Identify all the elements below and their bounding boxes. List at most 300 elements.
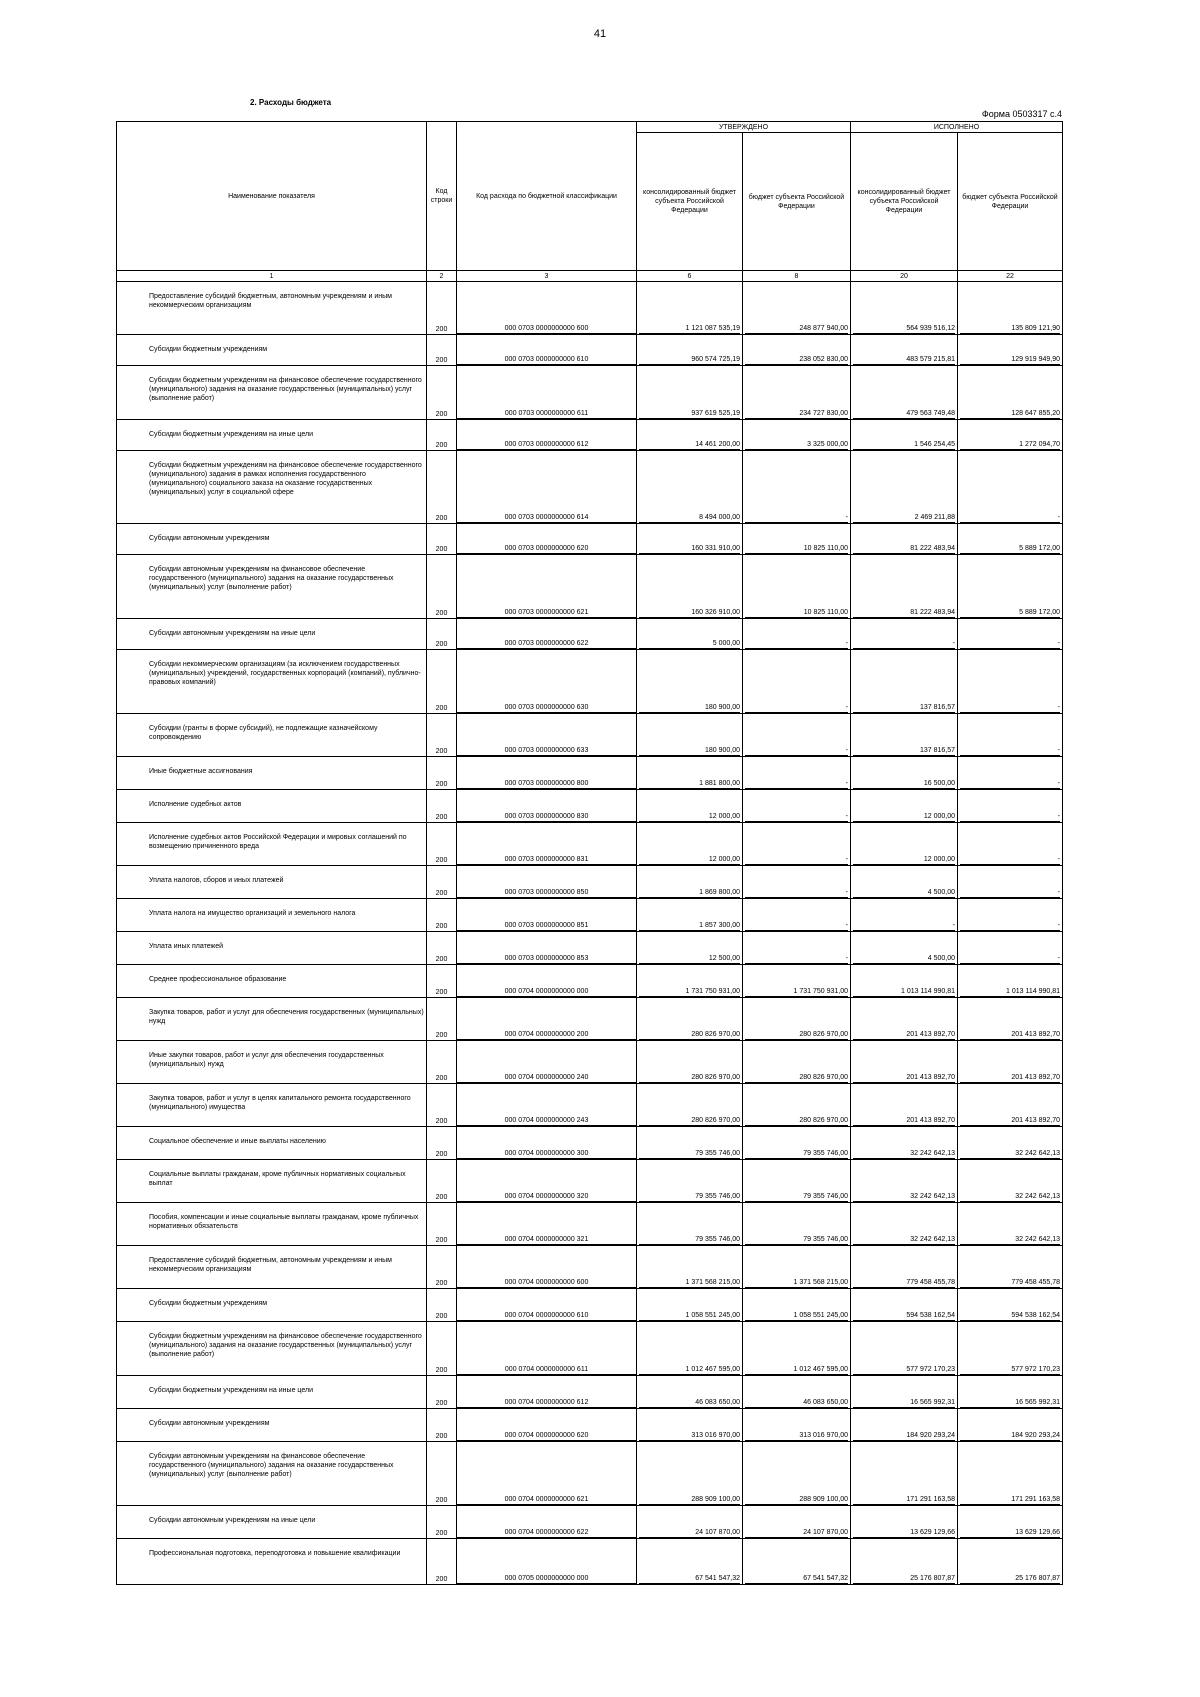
row-budget-code-cell	[457, 1160, 637, 1203]
row-name: Исполнение судебных актов	[117, 790, 427, 823]
row-name: Уплата иных платежей	[117, 932, 427, 965]
row-executed-subject-cell	[958, 866, 1063, 899]
col-number: 3	[457, 271, 637, 282]
row-approved-consolidated: 1 058 551 245,00	[639, 1311, 740, 1321]
row-approved-consolidated: 14 461 200,00	[639, 440, 740, 450]
row-name: Субсидии автономным учреждениям	[117, 1409, 427, 1442]
row-approved-subject-cell	[743, 757, 851, 790]
row-approved-subject-cell	[743, 1376, 851, 1409]
row-executed-consolidated: 32 242 642,13	[853, 1149, 955, 1159]
row-executed-subject-cell	[958, 1084, 1063, 1127]
row-budget-code: 000 0704 0000000000 321	[457, 1235, 636, 1245]
row-line-code: 200	[427, 866, 457, 899]
row-line-code: 200	[427, 335, 457, 366]
col-number: 22	[958, 271, 1063, 282]
row-approved-consolidated: 79 355 746,00	[639, 1235, 740, 1245]
row-budget-code: 000 0703 0000000000 831	[457, 855, 636, 865]
section-title: 2. Расходы бюджета	[250, 98, 332, 107]
row-executed-consolidated: 32 242 642,13	[853, 1192, 955, 1202]
row-budget-code-cell	[457, 714, 637, 757]
row-executed-subject: 1 013 114 990,81	[960, 987, 1060, 997]
row-approved-subject-cell	[743, 965, 851, 998]
row-approved-subject: 1 058 551 245,00	[745, 1311, 848, 1321]
row-executed-subject: -	[960, 779, 1060, 789]
row-approved-subject-cell	[743, 1442, 851, 1506]
row-approved-consolidated: 960 574 725,19	[639, 355, 740, 365]
row-executed-consolidated-cell	[851, 1127, 958, 1160]
row-executed-subject: 5 889 172,00	[960, 544, 1060, 554]
row-approved-subject: 248 877 940,00	[745, 324, 848, 334]
row-name: Субсидии бюджетным учреждениям	[117, 1289, 427, 1322]
row-approved-consolidated-cell	[637, 899, 743, 932]
row-approved-subject: -	[745, 703, 848, 713]
table-row	[117, 1127, 1063, 1160]
row-line-code: 200	[427, 965, 457, 998]
row-approved-subject: -	[745, 746, 848, 756]
table-row	[117, 619, 1063, 650]
row-executed-consolidated-cell	[851, 1041, 958, 1084]
row-approved-subject-cell	[743, 619, 851, 650]
row-budget-code: 000 0704 0000000000 200	[457, 1030, 636, 1040]
row-executed-consolidated: 16 565 992,31	[853, 1398, 955, 1408]
page-number: 41	[593, 28, 607, 40]
row-approved-subject-cell	[743, 1127, 851, 1160]
row-approved-consolidated: 280 826 970,00	[639, 1073, 740, 1083]
row-name: Пособия, компенсации и иные социальные выплаты гражданам, кроме публичных нормативных обязательств	[117, 1203, 427, 1246]
table-row	[117, 1409, 1063, 1442]
row-budget-code: 000 0703 0000000000 600	[457, 324, 636, 334]
row-budget-code: 000 0703 0000000000 830	[457, 812, 636, 822]
row-executed-consolidated-cell	[851, 1322, 958, 1376]
row-approved-subject: 288 909 100,00	[745, 1495, 848, 1505]
row-line-code: 200	[427, 1203, 457, 1246]
table-row	[117, 1539, 1063, 1585]
row-budget-code-cell	[457, 335, 637, 366]
row-executed-consolidated: 1 013 114 990,81	[853, 987, 955, 997]
row-name: Закупка товаров, работ и услуг в целях капитального ремонта государственного (муниципального) имущества	[117, 1084, 427, 1127]
row-approved-subject-cell	[743, 335, 851, 366]
budget-expenses-table	[116, 121, 1063, 1585]
row-name: Субсидии автономным учреждениям	[117, 524, 427, 555]
row-approved-subject-cell	[743, 451, 851, 524]
row-executed-subject: -	[960, 746, 1060, 756]
row-executed-subject-cell	[958, 1322, 1063, 1376]
row-executed-subject-cell	[958, 823, 1063, 866]
row-executed-consolidated-cell	[851, 650, 958, 714]
row-name: Профессиональная подготовка, переподготовка и повышение квалификации	[117, 1539, 427, 1585]
row-approved-subject-cell	[743, 1506, 851, 1539]
row-executed-consolidated: 594 538 162,54	[853, 1311, 955, 1321]
row-line-code: 200	[427, 555, 457, 619]
row-budget-code-cell	[457, 619, 637, 650]
row-approved-consolidated: 12 500,00	[639, 954, 740, 964]
row-executed-subject-cell	[958, 619, 1063, 650]
row-line-code: 200	[427, 714, 457, 757]
row-name: Субсидии бюджетным учреждениям	[117, 335, 427, 366]
row-executed-consolidated-cell	[851, 1289, 958, 1322]
row-approved-subject: 1 371 568 215,00	[745, 1278, 848, 1288]
row-name: Субсидии бюджетным учреждениям на иные цели	[117, 1376, 427, 1409]
row-approved-consolidated-cell	[637, 451, 743, 524]
row-executed-subject-cell	[958, 282, 1063, 335]
group-header-approved: УТВЕРЖДЕНО	[637, 122, 851, 133]
row-executed-subject-cell	[958, 1127, 1063, 1160]
table-row	[117, 555, 1063, 619]
row-budget-code: 000 0704 0000000000 620	[457, 1431, 636, 1441]
row-approved-consolidated: 1 121 087 535,19	[639, 324, 740, 334]
row-name: Социальное обеспечение и иные выплаты населению	[117, 1127, 427, 1160]
row-executed-subject-cell	[958, 899, 1063, 932]
row-approved-consolidated-cell	[637, 1203, 743, 1246]
row-line-code: 200	[427, 1289, 457, 1322]
row-executed-consolidated-cell	[851, 899, 958, 932]
row-executed-consolidated: 4 500,00	[853, 888, 955, 898]
row-line-code: 200	[427, 282, 457, 335]
row-budget-code-cell	[457, 650, 637, 714]
row-approved-subject: -	[745, 855, 848, 865]
row-approved-subject-cell	[743, 1409, 851, 1442]
row-approved-subject: 280 826 970,00	[745, 1073, 848, 1083]
row-approved-subject: -	[745, 888, 848, 898]
col-number: 6	[637, 271, 743, 282]
row-executed-subject-cell	[958, 1246, 1063, 1289]
row-executed-subject: 201 413 892,70	[960, 1116, 1060, 1126]
row-budget-code: 000 0704 0000000000 600	[457, 1278, 636, 1288]
row-approved-consolidated-cell	[637, 1409, 743, 1442]
row-executed-consolidated: 81 222 483,94	[853, 608, 955, 618]
row-line-code: 200	[427, 790, 457, 823]
row-executed-subject: -	[960, 855, 1060, 865]
table-row	[117, 823, 1063, 866]
row-approved-subject-cell	[743, 866, 851, 899]
row-approved-consolidated-cell	[637, 524, 743, 555]
row-line-code: 200	[427, 1376, 457, 1409]
row-line-code: 200	[427, 1539, 457, 1585]
row-executed-subject: -	[960, 639, 1060, 649]
row-executed-consolidated-cell	[851, 866, 958, 899]
row-name: Субсидии бюджетным учреждениям на иные цели	[117, 420, 427, 451]
row-budget-code-cell	[457, 1203, 637, 1246]
row-budget-code: 000 0703 0000000000 620	[457, 544, 636, 554]
row-line-code: 200	[427, 899, 457, 932]
row-budget-code-cell	[457, 899, 637, 932]
row-executed-subject: -	[960, 921, 1060, 931]
row-approved-subject: -	[745, 921, 848, 931]
col-number: 1	[117, 271, 427, 282]
row-budget-code: 000 0703 0000000000 850	[457, 888, 636, 898]
row-approved-subject: 24 107 870,00	[745, 1528, 848, 1538]
row-approved-subject-cell	[743, 899, 851, 932]
row-approved-subject-cell	[743, 1322, 851, 1376]
row-budget-code: 000 0704 0000000000 243	[457, 1116, 636, 1126]
row-approved-subject-cell	[743, 366, 851, 420]
row-executed-subject: 128 647 855,20	[960, 409, 1060, 419]
row-name: Предоставление субсидий бюджетным, автономным учреждениям и иным некоммерческим организациям	[117, 282, 427, 335]
row-budget-code-cell	[457, 823, 637, 866]
row-budget-code: 000 0703 0000000000 800	[457, 779, 636, 789]
row-budget-code: 000 0703 0000000000 622	[457, 639, 636, 649]
row-approved-consolidated: 280 826 970,00	[639, 1116, 740, 1126]
row-executed-subject: 171 291 163,58	[960, 1495, 1060, 1505]
row-executed-subject-cell	[958, 1539, 1063, 1585]
row-line-code: 200	[427, 524, 457, 555]
row-approved-subject: -	[745, 954, 848, 964]
table-row	[117, 650, 1063, 714]
row-executed-subject: 5 889 172,00	[960, 608, 1060, 618]
row-executed-subject-cell	[958, 714, 1063, 757]
row-line-code: 200	[427, 1246, 457, 1289]
table-row	[117, 1506, 1063, 1539]
row-executed-consolidated: 201 413 892,70	[853, 1030, 955, 1040]
row-approved-consolidated: 180 900,00	[639, 746, 740, 756]
row-budget-code: 000 0703 0000000000 611	[457, 409, 636, 419]
row-name: Субсидии автономным учреждениям на иные цели	[117, 1506, 427, 1539]
row-name: Субсидии (гранты в форме субсидий), не подлежащие казначейскому сопровождению	[117, 714, 427, 757]
row-executed-consolidated-cell	[851, 1203, 958, 1246]
row-approved-consolidated: 160 326 910,00	[639, 608, 740, 618]
row-executed-consolidated-cell	[851, 1409, 958, 1442]
row-budget-code-cell	[457, 1041, 637, 1084]
row-approved-subject: 10 825 110,00	[745, 544, 848, 554]
row-executed-consolidated: 201 413 892,70	[853, 1073, 955, 1083]
row-executed-subject-cell	[958, 932, 1063, 965]
row-approved-subject: 79 355 746,00	[745, 1235, 848, 1245]
row-executed-consolidated: -	[853, 639, 955, 649]
row-approved-subject-cell	[743, 524, 851, 555]
row-approved-subject-cell	[743, 1041, 851, 1084]
row-budget-code-cell	[457, 1322, 637, 1376]
table-row	[117, 1442, 1063, 1506]
row-approved-consolidated: 79 355 746,00	[639, 1149, 740, 1159]
table-row	[117, 1289, 1063, 1322]
row-budget-code-cell	[457, 757, 637, 790]
row-budget-code: 000 0703 0000000000 633	[457, 746, 636, 756]
row-executed-consolidated: 4 500,00	[853, 954, 955, 964]
row-budget-code-cell	[457, 998, 637, 1041]
form-label: Форма 0503317 с.4	[981, 109, 1062, 119]
row-approved-consolidated-cell	[637, 1127, 743, 1160]
row-approved-consolidated: 8 494 000,00	[639, 513, 740, 523]
table-row	[117, 335, 1063, 366]
row-executed-consolidated: 25 176 807,87	[853, 1574, 955, 1584]
row-executed-consolidated-cell	[851, 757, 958, 790]
row-budget-code: 000 0703 0000000000 614	[457, 513, 636, 523]
row-executed-subject: 201 413 892,70	[960, 1030, 1060, 1040]
row-approved-consolidated: 79 355 746,00	[639, 1192, 740, 1202]
row-executed-consolidated-cell	[851, 1376, 958, 1409]
row-line-code: 200	[427, 1127, 457, 1160]
row-approved-consolidated-cell	[637, 1376, 743, 1409]
row-approved-consolidated-cell	[637, 1289, 743, 1322]
row-approved-subject-cell	[743, 650, 851, 714]
table-row	[117, 899, 1063, 932]
row-budget-code-cell	[457, 555, 637, 619]
row-approved-consolidated-cell	[637, 998, 743, 1041]
row-approved-consolidated-cell	[637, 650, 743, 714]
col-number: 8	[743, 271, 851, 282]
table-body	[117, 282, 1063, 1585]
row-budget-code-cell	[457, 1409, 637, 1442]
row-name: Субсидии бюджетным учреждениям на финансовое обеспечение государственного (муниципального) задания на оказание государственных (муниципальных) услуг (выполнение работ)	[117, 366, 427, 420]
row-executed-consolidated-cell	[851, 524, 958, 555]
row-approved-consolidated: 180 900,00	[639, 703, 740, 713]
row-executed-consolidated: 479 563 749,48	[853, 409, 955, 419]
row-name: Субсидии автономным учреждениям на финансовое обеспечение государственного (муниципального) задания на оказание государственных (муниципальных) услуг (выполнение работ)	[117, 1442, 427, 1506]
row-executed-subject-cell	[958, 1506, 1063, 1539]
row-executed-consolidated-cell	[851, 282, 958, 335]
row-executed-consolidated-cell	[851, 714, 958, 757]
row-approved-consolidated: 313 016 970,00	[639, 1431, 740, 1441]
row-approved-subject-cell	[743, 1203, 851, 1246]
row-executed-consolidated-cell	[851, 420, 958, 451]
row-budget-code: 000 0704 0000000000 621	[457, 1495, 636, 1505]
row-approved-subject-cell	[743, 282, 851, 335]
row-budget-code-cell	[457, 282, 637, 335]
row-executed-consolidated-cell	[851, 965, 958, 998]
row-executed-consolidated: 201 413 892,70	[853, 1116, 955, 1126]
row-executed-subject-cell	[958, 998, 1063, 1041]
row-approved-subject: 234 727 830,00	[745, 409, 848, 419]
row-executed-consolidated: -	[853, 921, 955, 931]
row-budget-code-cell	[457, 451, 637, 524]
row-name: Субсидии некоммерческим организациям (за исключением государственных (муниципальных) учреждений, государственных корпораций (компаний), публично-правовых компаний)	[117, 650, 427, 714]
row-budget-code: 000 0703 0000000000 621	[457, 608, 636, 618]
row-approved-subject-cell	[743, 1160, 851, 1203]
row-budget-code: 000 0705 0000000000 000	[457, 1574, 636, 1584]
row-approved-subject-cell	[743, 998, 851, 1041]
row-executed-subject-cell	[958, 451, 1063, 524]
row-line-code: 200	[427, 619, 457, 650]
row-budget-code-cell	[457, 1127, 637, 1160]
row-executed-subject-cell	[958, 420, 1063, 451]
row-approved-consolidated: 1 857 300,00	[639, 921, 740, 931]
row-line-code: 200	[427, 1160, 457, 1203]
table-row	[117, 866, 1063, 899]
row-executed-consolidated-cell	[851, 1442, 958, 1506]
row-executed-subject: 594 538 162,54	[960, 1311, 1060, 1321]
row-approved-consolidated-cell	[637, 1322, 743, 1376]
row-executed-subject-cell	[958, 1442, 1063, 1506]
row-approved-consolidated: 1 731 750 931,00	[639, 987, 740, 997]
row-approved-consolidated-cell	[637, 1084, 743, 1127]
row-executed-subject: -	[960, 888, 1060, 898]
row-approved-consolidated-cell	[637, 420, 743, 451]
table-row	[117, 1160, 1063, 1203]
row-budget-code: 000 0703 0000000000 630	[457, 703, 636, 713]
row-approved-consolidated: 1 881 800,00	[639, 779, 740, 789]
row-executed-subject-cell	[958, 650, 1063, 714]
table-row	[117, 1203, 1063, 1246]
row-approved-consolidated-cell	[637, 555, 743, 619]
table-row	[117, 932, 1063, 965]
row-executed-consolidated: 483 579 215,81	[853, 355, 955, 365]
row-executed-subject-cell	[958, 1376, 1063, 1409]
row-approved-consolidated-cell	[637, 1442, 743, 1506]
row-approved-subject-cell	[743, 823, 851, 866]
row-name: Уплата налога на имущество организаций и земельного налога	[117, 899, 427, 932]
row-name: Закупка товаров, работ и услуг для обеспечения государственных (муниципальных) нужд	[117, 998, 427, 1041]
row-approved-subject: -	[745, 779, 848, 789]
row-approved-subject-cell	[743, 1084, 851, 1127]
row-executed-subject-cell	[958, 555, 1063, 619]
row-approved-consolidated: 5 000,00	[639, 639, 740, 649]
row-approved-subject: 280 826 970,00	[745, 1116, 848, 1126]
row-approved-consolidated-cell	[637, 1539, 743, 1585]
row-approved-subject: -	[745, 812, 848, 822]
row-approved-subject-cell	[743, 714, 851, 757]
row-approved-consolidated-cell	[637, 757, 743, 790]
row-approved-consolidated-cell	[637, 823, 743, 866]
row-executed-subject: 779 458 455,78	[960, 1278, 1060, 1288]
row-line-code: 200	[427, 757, 457, 790]
row-approved-consolidated-cell	[637, 790, 743, 823]
row-budget-code-cell	[457, 524, 637, 555]
row-executed-consolidated-cell	[851, 823, 958, 866]
row-approved-consolidated: 67 541 547,32	[639, 1574, 740, 1584]
col-header-approved-subject: бюджет субъекта Российской Федерации	[743, 133, 851, 271]
table-row	[117, 451, 1063, 524]
col-header-name: Наименование показателя	[117, 122, 427, 271]
row-executed-consolidated: 137 816,57	[853, 703, 955, 713]
row-line-code: 200	[427, 1084, 457, 1127]
row-approved-consolidated-cell	[637, 932, 743, 965]
table-row	[117, 757, 1063, 790]
row-executed-subject: -	[960, 954, 1060, 964]
row-budget-code-cell	[457, 1506, 637, 1539]
row-budget-code: 000 0703 0000000000 853	[457, 954, 636, 964]
row-approved-subject-cell	[743, 1289, 851, 1322]
row-name: Субсидии автономным учреждениям на иные цели	[117, 619, 427, 650]
table-row	[117, 1376, 1063, 1409]
row-approved-subject: 79 355 746,00	[745, 1149, 848, 1159]
row-executed-consolidated: 171 291 163,58	[853, 1495, 955, 1505]
row-executed-consolidated: 81 222 483,94	[853, 544, 955, 554]
row-executed-subject: 13 629 129,66	[960, 1528, 1060, 1538]
row-approved-subject-cell	[743, 932, 851, 965]
row-executed-consolidated: 564 939 516,12	[853, 324, 955, 334]
row-approved-consolidated-cell	[637, 619, 743, 650]
row-approved-subject-cell	[743, 1246, 851, 1289]
row-line-code: 200	[427, 1506, 457, 1539]
col-header-approved-consolidated: консолидированный бюджет субъекта Российской Федерации	[637, 133, 743, 271]
row-approved-consolidated: 1 869 800,00	[639, 888, 740, 898]
row-executed-subject: 25 176 807,87	[960, 1574, 1060, 1584]
row-budget-code: 000 0703 0000000000 851	[457, 921, 636, 931]
col-number: 20	[851, 271, 958, 282]
row-approved-consolidated-cell	[637, 335, 743, 366]
row-approved-consolidated: 160 331 910,00	[639, 544, 740, 554]
row-approved-subject-cell	[743, 420, 851, 451]
row-budget-code-cell	[457, 932, 637, 965]
row-name: Среднее профессиональное образование	[117, 965, 427, 998]
row-executed-consolidated: 577 972 170,23	[853, 1365, 955, 1375]
group-header-executed: ИСПОЛНЕНО	[851, 122, 1063, 133]
row-budget-code-cell	[457, 1084, 637, 1127]
row-budget-code: 000 0704 0000000000 000	[457, 987, 636, 997]
row-budget-code: 000 0704 0000000000 612	[457, 1398, 636, 1408]
row-budget-code-cell	[457, 1442, 637, 1506]
row-executed-subject: 1 272 094,70	[960, 440, 1060, 450]
row-approved-subject: 1 731 750 931,00	[745, 987, 848, 997]
row-budget-code: 000 0704 0000000000 622	[457, 1528, 636, 1538]
row-executed-consolidated: 184 920 293,24	[853, 1431, 955, 1441]
row-approved-subject: 46 083 650,00	[745, 1398, 848, 1408]
table-row	[117, 965, 1063, 998]
row-line-code: 200	[427, 366, 457, 420]
row-approved-subject: 238 052 830,00	[745, 355, 848, 365]
row-executed-consolidated: 137 816,57	[853, 746, 955, 756]
row-approved-subject: 1 012 467 595,00	[745, 1365, 848, 1375]
